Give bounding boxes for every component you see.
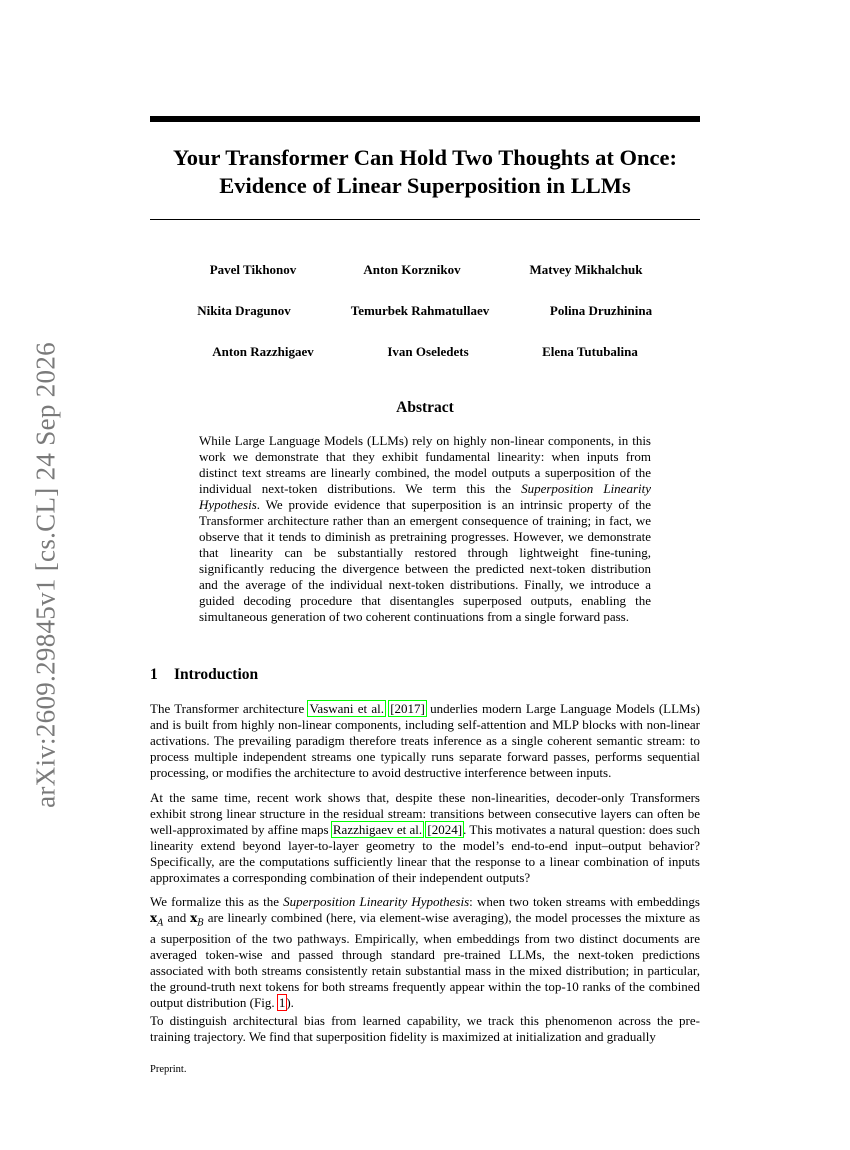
author-name: Pavel Tikhonov [209, 262, 297, 277]
author-name: Ivan Oseledets [387, 344, 469, 359]
paragraph-text: To distinguish architectural bias from learned capability, we track this phenomenon across the pre-training trajectory. We find that superposition fidelity is maximized at initialization and gradually [150, 1013, 700, 1044]
author-name: Anton Korznikov [363, 262, 461, 277]
abstract-text: While Large Language Models (LLMs) rely on highly non-linear components, in this work we demonstrate that they exhibit fundamental linearity: when inputs from distinct text streams are linearly combined, the model outputs a superposition of the individual next-token distributions. We term this the [199, 433, 651, 496]
figure-reference-link[interactable]: 1 [278, 995, 286, 1011]
citation-link[interactable]: Razzhigaev et al. [332, 822, 423, 837]
paragraph-text: underlies modern Large Language Models (LLMs) and is built from highly non-linear components, including self-attention and MLP blocks with non-linear activations. The prevailing paradigm therefore treats inference as a single coherent semantic stream: to process multiple independent streams one typically runs separate forward passes, performs sequential processing, or modifies the architecture to avoid destructive interference between inputs. [150, 701, 701, 780]
math-xb: $x_B$ [190, 911, 204, 929]
paragraph [150, 790, 700, 886]
paper-title [150, 144, 700, 200]
paragraph-text: ). [286, 995, 294, 1011]
paragraph [150, 1013, 700, 1045]
emphasis-text: Superposition Linearity Hypothesis [283, 894, 470, 909]
paragraph-text: and [163, 910, 191, 925]
abstract-body [199, 433, 651, 625]
paragraph-text: . This motivates a natural question: does such linearity extend beyond layer-to-layer geometry to the model’s end-to-end input–output behavior? Specifically, are the computations sufficiently linear that the response to a linear combination of inputs approximates a corresponding combination of their independent outputs? [150, 822, 701, 885]
paragraph-text: : when two token streams with embeddings [469, 894, 700, 909]
author-name: Elena Tutubalina [542, 344, 638, 359]
paragraph-text: At the same time, recent work shows that, despite these non-linearities, decoder-only Transformers exhibit strong linear structure in the residual stream: transitions between consecutive layers can often be well-approximated by affine maps [150, 790, 700, 837]
arxiv-identifier: arXiv:2609.29845v1 [cs.CL] 24 Sep 2026 [30, 342, 61, 808]
citation-year-link[interactable]: [2017] [390, 701, 425, 716]
math-xa: $x_A$ [150, 911, 164, 929]
citation-year-link[interactable]: [2024] [427, 822, 463, 837]
author-name: Polina Druzhinina [549, 303, 653, 318]
author-name: Anton Razzhigaev [212, 344, 314, 359]
footer-note: Preprint. [150, 1064, 187, 1075]
section-heading [150, 666, 258, 684]
section-number: 1 [150, 666, 158, 683]
paragraph [150, 894, 700, 1011]
author-name: Temurbek Rahmatullaev [350, 303, 490, 318]
arxiv-sidebar [26, 320, 66, 830]
author-name: Nikita Dragunov [197, 303, 291, 318]
section-title: Introduction [174, 666, 259, 683]
paragraph-text: are linearly combined (here, via element-wise averaging), the model processes the mixture as a superposition of the two pathways. Empirically, when embeddings from two distinct documents are averaged token-wise and passed through standard pre-trained LLMs, the next-token predictions associated with both streams consistently retain substantial mass in the mixed distribution; in particular, the ground-truth next tokens for both streams frequently appear within the top-10 ranks of the combined output distribution (Fig. [150, 910, 701, 1011]
abstract-emphasis: Superposition Linearity Hypothesis [199, 481, 652, 512]
citation-link[interactable]: Vaswani et al. [309, 701, 384, 716]
title-top-rule [150, 116, 700, 122]
title-bottom-rule [150, 219, 700, 220]
abstract-heading: Abstract [396, 399, 454, 416]
paragraph-text: The Transformer architecture [150, 701, 309, 716]
title-line-2: Evidence of Linear Superposition in LLMs [219, 173, 631, 198]
author-name: Matvey Mikhalchuk [529, 262, 643, 277]
paragraph [150, 701, 700, 781]
title-line-1: Your Transformer Can Hold Two Thoughts at Once: [172, 145, 678, 170]
abstract-text: . We provide evidence that superposition is an intrinsic property of the Transformer architecture rather than an emergent consequence of training; in fact, we observe that it tends to diminish as pretraining progresses. However, we demonstrate that linearity can be substantially restored through lightweight fine-tuning, significantly reducing the divergence between the predicted next-token distribution and the average of the individual next-token distributions. Finally, we introduce a guided decoding procedure that disentangles superposed outputs, enabling the simultaneous generation of two coherent continuations from a single forward pass. [199, 497, 651, 624]
paragraph-text: We formalize this as the [150, 894, 284, 909]
